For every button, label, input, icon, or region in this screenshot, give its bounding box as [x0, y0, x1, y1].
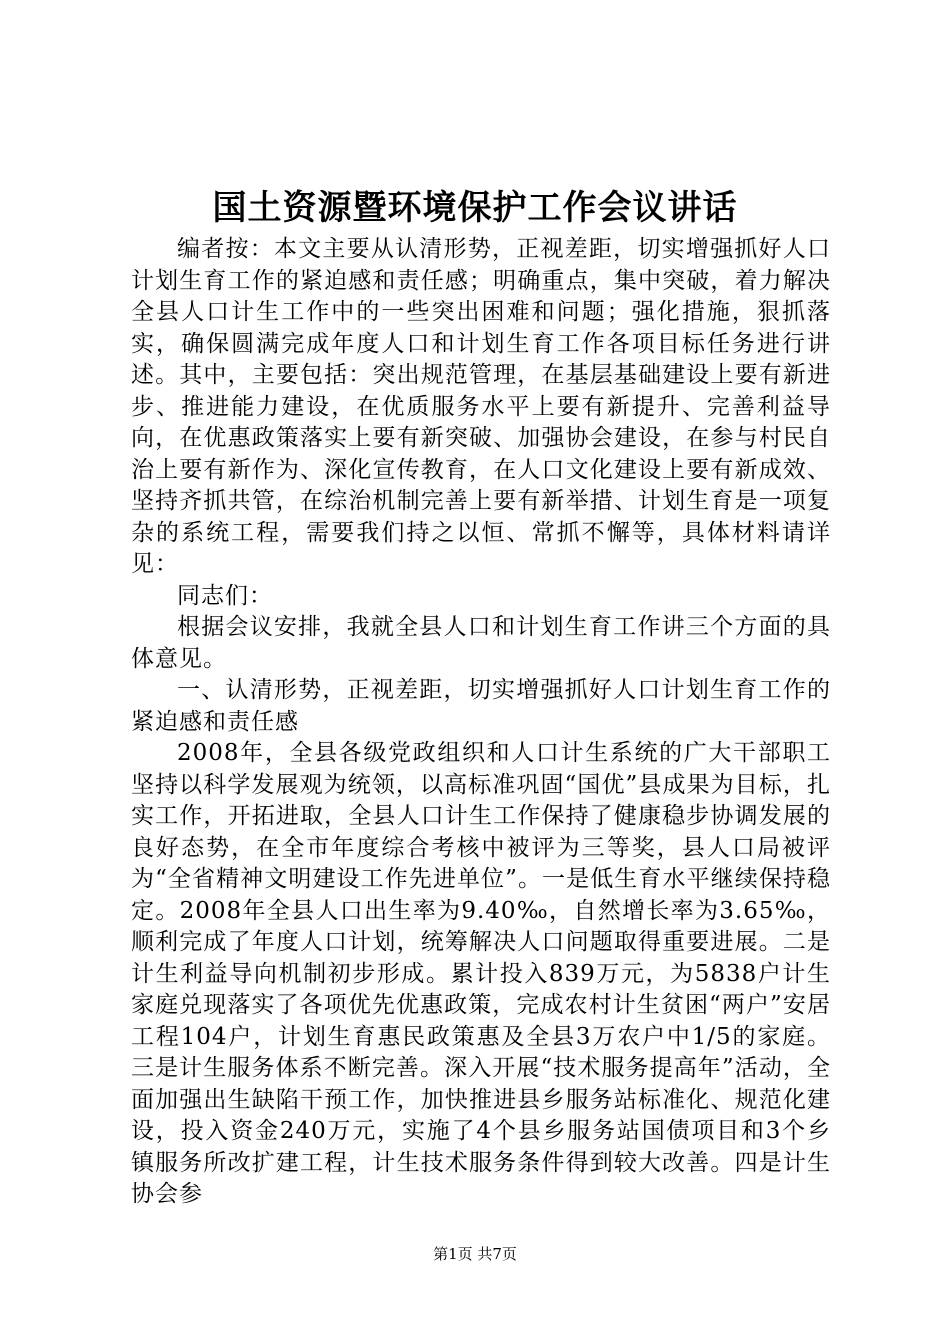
intro-paragraph: 根据会议安排，我就全县人口和计划生育工作讲三个方面的具体意见。 [131, 614, 831, 672]
page-number-footer: 第1页 共7页 [433, 1245, 517, 1263]
editor-note-paragraph: 编者按：本文主要从认清形势，正视差距，切实增强抓好人口计划生育工作的紧迫感和责任感；明确重点，集中突破，着力解决全县人口计生工作中的一些突出困难和问题；强化措施，狠抓落实，确保圆满完成年度人口和计划生育工作各项目标任务进行讲述。其中，主要包括：突出规范管理，在基层基础建设上要有新进步、推进能力建设，在优质服务水平上要有新提升、完善利益导向，在优惠政策落实上要有新突破、加强协会建设，在参与村民自治上要有新作为、深化宣传教育，在人口文化建设上要有新成效、坚持齐抓共管，在综治机制完善上要有新举措、计划生育是一项复杂的系统工程，需要我们持之以恒、常抓不懈等，具体材料请详见： [131, 236, 831, 577]
body-paragraph: 2008年，全县各级党政组织和人口计生系统的广大干部职工坚持以科学发展观为统领，以高标准巩固“国优”县成果为目标，扎实工作，开拓进取，全县人口计生工作保持了健康稳步协调发展的良好态势，在全市年度综合考核中被评为三等奖，县人口局被评为“全省精神文明建设工作先进单位”。一是低生育水平继续保持稳定。2008年全县人口出生率为9.40‰，自然增长率为3.65‰，顺利完成了年度人口计划，统筹解决人口问题取得重要进展。二是计生利益导向机制初步形成。累计投入839万元，为5838户计生家庭兑现落实了各项优先优惠政策，完成农村计生贫困“两户”安居工程104户，计划生育惠民政策惠及全县3万农户中1/5的家庭。三是计生服务体系不断完善。深入开展“技术服务提高年”活动，全面加强出生缺陷干预工作，加快推进县乡服务站标准化、规范化建设，投入资金240万元，实施了4个县乡服务站国债项目和3个乡镇服务所改扩建工程，计生技术服务条件得到较大改善。四是计生协会参 [131, 740, 831, 1207]
section-heading-paragraph: 一、认清形势，正视差距，切实增强抓好人口计划生育工作的紧迫感和责任感 [131, 677, 831, 735]
salutation-paragraph: 同志们： [177, 582, 273, 609]
document-title: 国土资源暨环境保护工作会议讲话 [212, 188, 738, 228]
document-body [131, 234, 831, 1211]
